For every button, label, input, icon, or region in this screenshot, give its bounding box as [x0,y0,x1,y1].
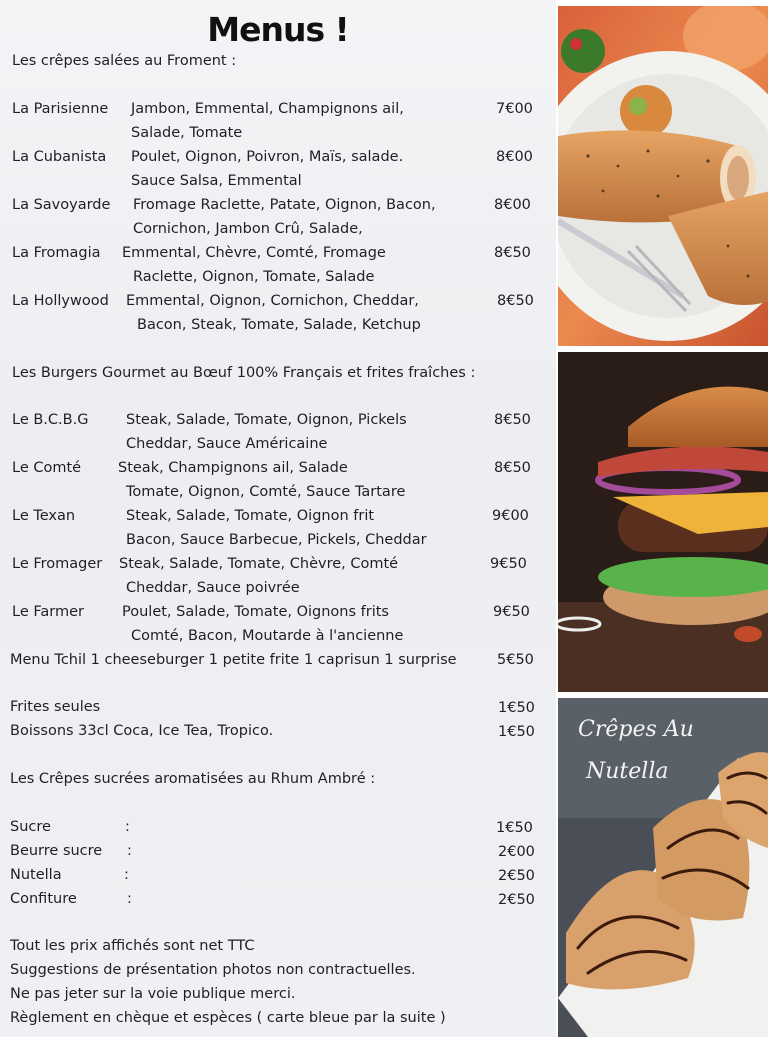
crepe-roll-photo [558,6,768,346]
item-name: Nutella [10,867,62,883]
item-price: 8€00 [496,149,533,165]
item-ingredients: Cheddar, Sauce Américaine [126,436,328,452]
item-ingredients: Emmental, Oignon, Cornichon, Cheddar, [126,293,419,309]
item-ingredients: Bacon, Steak, Tomate, Salade, Ketchup [137,317,421,333]
item-ingredients: Poulet, Oignon, Poivron, Maïs, salade. [131,149,404,165]
item-name: Le Farmer [12,604,84,620]
item-name: La Parisienne [12,101,109,117]
item-ingredients: Salade, Tomate [131,125,243,141]
crepes-sucrees-heading: Les Crêpes sucrées aromatisées au Rhum Ambré : [10,771,376,787]
item-ingredients: Steak, Salade, Tomate, Oignon frit [126,508,375,524]
item-ingredients: Fromage Raclette, Patate, Oignon, Bacon, [133,197,436,213]
item-price: 7€00 [496,101,533,117]
item-price: 8€50 [494,245,531,261]
item-price: 8€50 [497,293,534,309]
item-ingredients: Raclette, Oignon, Tomate, Salade [133,269,375,285]
item-price: 8€50 [494,460,531,476]
item-name: Le Texan [12,508,76,524]
item-price: 2€00 [498,844,535,860]
item-ingredients: Comté, Bacon, Moutarde à l'ancienne [131,628,404,644]
item-ingredients: Jambon, Emmental, Champignons ail, [131,101,404,117]
item-ingredients: Steak, Salade, Tomate, Chèvre, Comté [119,556,399,572]
item-ingredients: Tomate, Oignon, Comté, Sauce Tartare [126,484,406,500]
item-name: Le Fromager [12,556,103,572]
item-price: 1€50 [498,700,535,716]
item-name: Le B.C.B.G [12,412,89,428]
item-ingredients: Poulet, Salade, Tomate, Oignons frits [122,604,389,620]
item-price: 1€50 [496,820,533,836]
photo-column [556,0,768,1037]
item-name: Confiture [10,891,77,907]
item-price: 9€50 [493,604,530,620]
item-name: La Savoyarde [12,197,111,213]
footer-note: Tout les prix affichés sont net TTC [10,938,255,954]
item-price: 2€50 [498,892,535,908]
item-ingredients: Steak, Champignons ail, Salade [118,460,348,476]
separator: : [125,819,130,835]
nutella-crepes-photo [558,698,768,1037]
item-ingredients: Cornichon, Jambon Crû, Salade, [133,221,363,237]
item-ingredients: Steak, Salade, Tomate, Oignon, Pickels [126,412,407,428]
separator: : [127,891,132,907]
page-title: Menus ! [207,10,349,49]
item-price: 2€50 [498,868,535,884]
item-price: 5€50 [497,652,534,668]
separator: : [124,867,129,883]
item-name: Sucre [10,819,51,835]
item-price: 8€00 [494,197,531,213]
item-price: 9€50 [490,556,527,572]
item-price: 9€00 [492,508,529,524]
item-name: La Fromagia [12,245,101,261]
extra-item: Boissons 33cl Coca, Ice Tea, Tropico. [10,723,274,739]
item-name: La Cubanista [12,149,107,165]
item-ingredients: Cheddar, Sauce poivrée [126,580,300,596]
separator: : [127,843,132,859]
footer-note: Règlement en chèque et espèces ( carte bleue par la suite ) [10,1010,446,1026]
burger-photo [558,352,768,692]
item-name: La Hollywood [12,293,109,309]
footer-note: Suggestions de présentation photos non contractuelles. [10,962,416,978]
item-ingredients: Bacon, Sauce Barbecue, Pickels, Cheddar [126,532,427,548]
menu-tchil: Menu Tchil 1 cheeseburger 1 petite frite 1 caprisun 1 surprise [10,652,457,668]
extra-item: Frites seules [10,699,101,715]
item-ingredients: Sauce Salsa, Emmental [131,173,302,189]
item-name: Le Comté [12,460,82,476]
item-ingredients: Emmental, Chèvre, Comté, Fromage [122,245,386,261]
nutella-caption-line2: Nutella [586,759,669,784]
burgers-heading: Les Burgers Gourmet au Bœuf 100% Français et frites fraîches : [12,365,476,381]
item-price: 8€50 [494,412,531,428]
item-price: 1€50 [498,724,535,740]
crepes-salees-heading: Les crêpes salées au Froment : [12,53,237,69]
item-name: Beurre sucre [10,843,103,859]
footer-note: Ne pas jeter sur la voie publique merci. [10,986,296,1002]
nutella-caption-line1: Crêpes Au [578,717,694,742]
